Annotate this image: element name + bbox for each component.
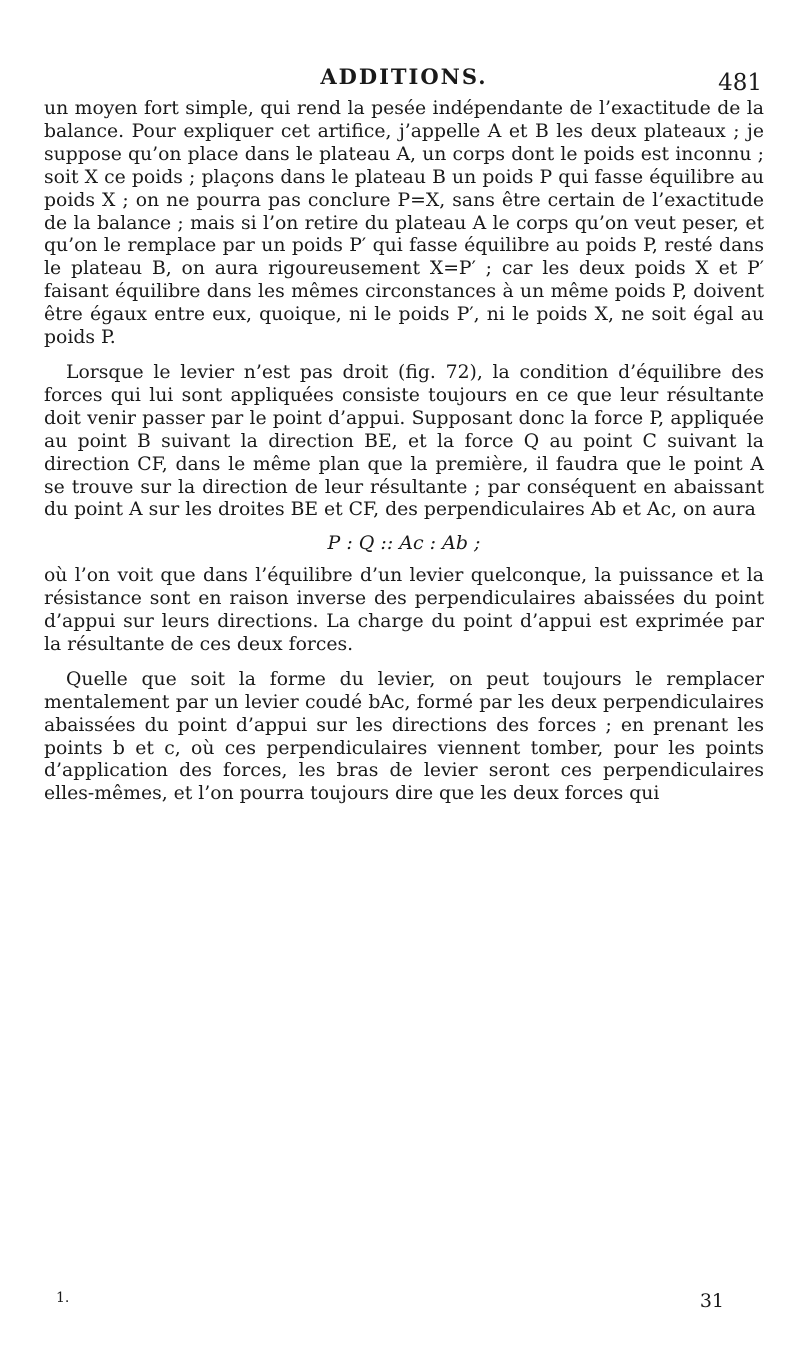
paragraph-2: Lorsque le levier n’est pas droit (fig. 72), la condition d’équilibre des forces qui lui sont appliquées consiste toujours en ce que leur résultante doit venir passer par le point d’appui. Supposant donc la force P, appliquée au point B suivant la direction BE, et la force Q au point C suivant la direction CF, dans le même plan que la première, il faudra que le point A se trouve sur la direction de leur résultante ; par conséquent en abaissant du point A sur les droites BE et CF, des perpendiculaires Ab et Ac, on aura: [44, 361, 764, 521]
signature-mark-left: 1.: [56, 1290, 70, 1306]
page-number: 481: [718, 70, 762, 96]
paragraph-gap: [44, 350, 764, 362]
signature-mark-right: 31: [699, 1290, 724, 1312]
paragraph-4: Quelle que soit la forme du levier, on peut toujours le remplacer mentalement par un levier coudé bAc, formé par les deux perpendiculaires abaissées du point d’appui sur les directions des forces ; en prenant les points b et c, où ces perpendiculaires viennent tomber, pour les points d’application des forces, les bras de levier seront ces perpendiculaires elles-mêmes, et l’on pourra toujours dire que les deux forces qui: [44, 668, 764, 805]
paragraph-3: où l’on voit que dans l’équilibre d’un levier quelconque, la puissance et la résistance sont en raison inverse des perpendiculaires abaissées du point d’appui sur leurs directions. La charge du point d’appui est exprimée par la résultante de ces deux forces.: [44, 565, 764, 655]
running-title: ADDITIONS.: [320, 64, 488, 89]
proportion-formula: P : Q :: Ac : Ab ;: [327, 532, 481, 555]
book-page: [44, 58, 764, 1348]
page-footer: [44, 1290, 764, 1320]
page-header: [44, 58, 764, 98]
paragraph-gap: [44, 657, 764, 669]
body-text: [44, 98, 764, 806]
paragraph-1: un moyen fort simple, qui rend la pesée indépendante de l’exactitude de la balance. Pour expliquer cet artifice, j’appelle A et B les deux plateaux ; je suppose qu’on place dans le plateau A, un corps dont le poids est inconnu ; soit X ce poids ; plaçons dans le plateau B un poids P qui fasse équilibre au poids X ; on ne pourra pas conclure P=X, sans être certain de l’exactitude de la balance ; mais si l’on retire du plateau A le corps qu’on veut peser, et qu’on le remplace par un poids P′ qui fasse équilibre au poids P, resté dans le plateau B, on aura rigoureusement X=P′ ; car les deux poids X et P′ faisant équilibre dans les mêmes circonstances à un même poids P, doivent être égaux entre eux, quoique, ni le poids P′, ni le poids X, ne soit égal au poids P.: [44, 98, 764, 349]
